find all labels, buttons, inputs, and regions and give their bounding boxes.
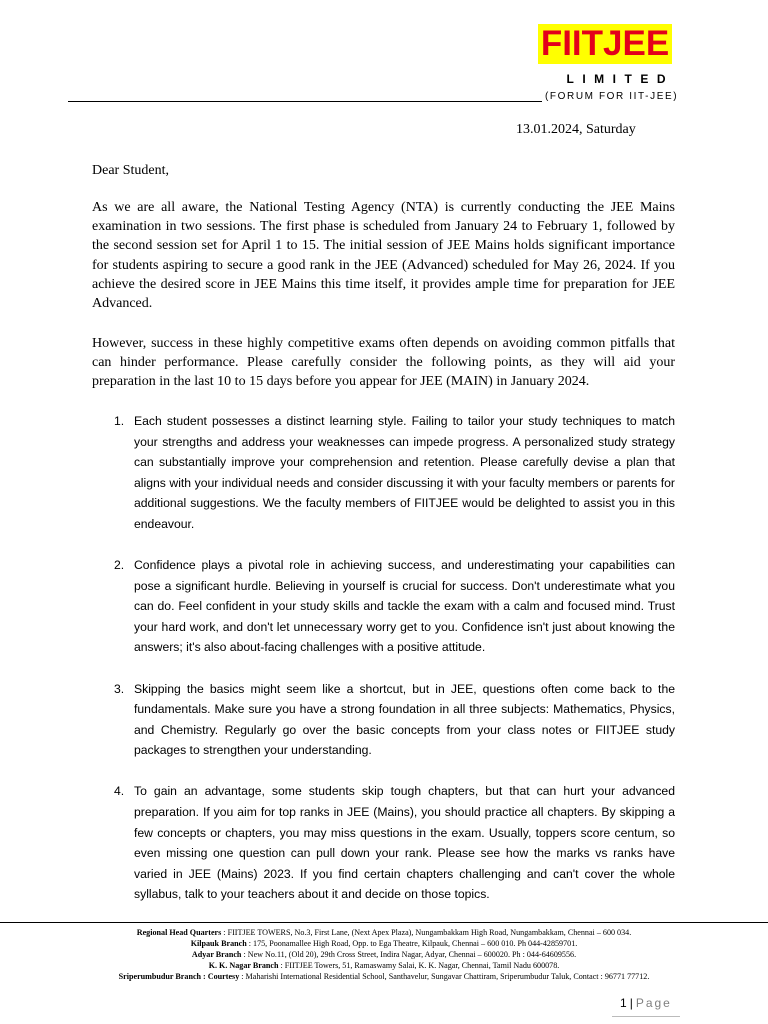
list-item	[92, 555, 675, 658]
page-separator: |	[629, 996, 633, 1010]
footer-addresses	[40, 927, 728, 982]
letter-date: 13.01.2024, Saturday	[516, 122, 636, 137]
footer-line-adyar	[40, 949, 728, 960]
footer-text: : New No.11, (Old 20), 29th Cross Street, Indira Nagar, Adyar, Chennai – 600020. Ph : 044-64609556.	[241, 950, 577, 959]
footer-line-kilpauk	[40, 938, 728, 949]
page-number-rule	[612, 1016, 680, 1017]
footer-label: K. K. Nagar Branch	[208, 961, 279, 970]
footer-text: : Maharishi International Residential School, Santhavelur, Sungavar Chattiram, Sriperumbudur Taluk, Contact : 96771 77712.	[239, 972, 650, 981]
paragraph-intro: As we are all aware, the National Testing Agency (NTA) is currently conducting the JEE Mains examination in two sessions. The first phase is scheduled from January 24 to February 1, followed by the second session set for April 1 to 15. The initial session of JEE Mains holds significant importance for students aspiring to secure a good rank in the JEE (Advanced) scheduled for May 26, 2024. If you achieve the desired score in JEE Mains this time itself, it provides ample time for preparation for JEE Advanced.	[92, 200, 675, 312]
list-item-number: 3.	[114, 681, 125, 696]
footer-label: Sriperumbudur Branch : Courtesy	[118, 972, 240, 981]
limited-label: LIMITED	[566, 72, 674, 86]
footer-line-hq	[40, 927, 728, 938]
footer-label: Kilpauk Branch	[190, 939, 247, 948]
paragraph-pitfalls: However, success in these highly competitive exams often depends on avoiding common pitfalls that can hinder performance. Please carefully consider the following points, as they will aid your preparation in the last 10 to 15 days before you appear for JEE (MAIN) in January 2024.	[92, 336, 675, 390]
list-item-number: 2.	[114, 558, 125, 573]
page-number-value: 1	[620, 996, 627, 1010]
forum-tagline: (FORUM FOR IIT-JEE)	[545, 91, 679, 102]
logo-text: FIITJEE	[540, 24, 670, 63]
list-item	[92, 411, 675, 535]
page-number	[620, 996, 672, 1010]
list-item	[92, 679, 675, 761]
fiitjee-logo	[538, 24, 672, 64]
footer-line-kknagar	[40, 960, 728, 971]
footer-text: : 175, Poonamallee High Road, Opp. to Ega Theatre, Kilpauk, Chennai – 600 010. Ph 044-42859701.	[246, 939, 578, 948]
footer-label: Adyar Branch	[191, 950, 242, 959]
list-item-text: To gain an advantage, some students skip tough chapters, but that can hurt your advanced preparation. If you aim for top ranks in JEE (Mains), you should practice all chapters. By skipping a few concepts or chapters, you may miss questions in the exam. Usually, toppers score centum, so even missing one question can pull down your rank. Please see how the marks vs ranks have varied in JEE (Mains) 2023. If you find certain chapters challenging and can't cover the whole syllabus, talk to your teachers about it and decide on those topics.	[134, 784, 675, 902]
list-item-number: 1.	[114, 414, 125, 428]
list-item-text: Confidence plays a pivotal role in achieving success, and underestimating your capabilities can pose a significant hurdle. Believing in yourself is crucial for success. Don't underestimate what you can do. Feel confident in your study skills and tackle the exam with a calm and focused mind. Trust your hard work, and don't let unnecessary worry get to you. Confidence isn't just about knowing the answers; it's also about-facing challenges with a positive attitude.	[134, 558, 675, 655]
advice-list	[92, 411, 675, 925]
list-item	[92, 781, 675, 905]
footer-text: : FIITJEE Towers, 51, Ramaswamy Salai, K. K. Nagar, Chennai, Tamil Nadu 600078.	[278, 961, 560, 970]
footer-line-sriperumbudur	[40, 971, 728, 982]
list-item-text: Skipping the basics might seem like a shortcut, but in JEE, questions often come back to the fundamentals. Make sure you have a strong foundation in all three subjects: Mathematics, Physics, and Chemistry. Regularly go over the basic concepts from your class notes or FIITJEE study packages to strengthen your understanding.	[134, 681, 675, 758]
list-item-number: 4.	[114, 784, 125, 799]
greeting: Dear Student,	[92, 163, 169, 178]
page-word: Page	[635, 996, 672, 1010]
footer-label: Regional Head Quarters	[136, 928, 222, 937]
header-rule	[68, 101, 542, 102]
footer-text: : FIITJEE TOWERS, No.3, First Lane, (Next Apex Plaza), Nungambakkam High Road, Nungambakkam, Chennai – 600 034.	[221, 928, 632, 937]
footer-rule	[0, 922, 768, 923]
list-item-text: Each student possesses a distinct learning style. Failing to tailor your study techniques to match your strengths and address your weaknesses can impede progress. A personalized study strategy can substantially improve your comprehension and retention. Please carefully devise a plan that aligns with your individual needs and consider discussing it with your faculty members or parents for additional suggestions. We the faculty members of FIITJEE would be delighted to assist you in this endeavour.	[134, 414, 675, 531]
